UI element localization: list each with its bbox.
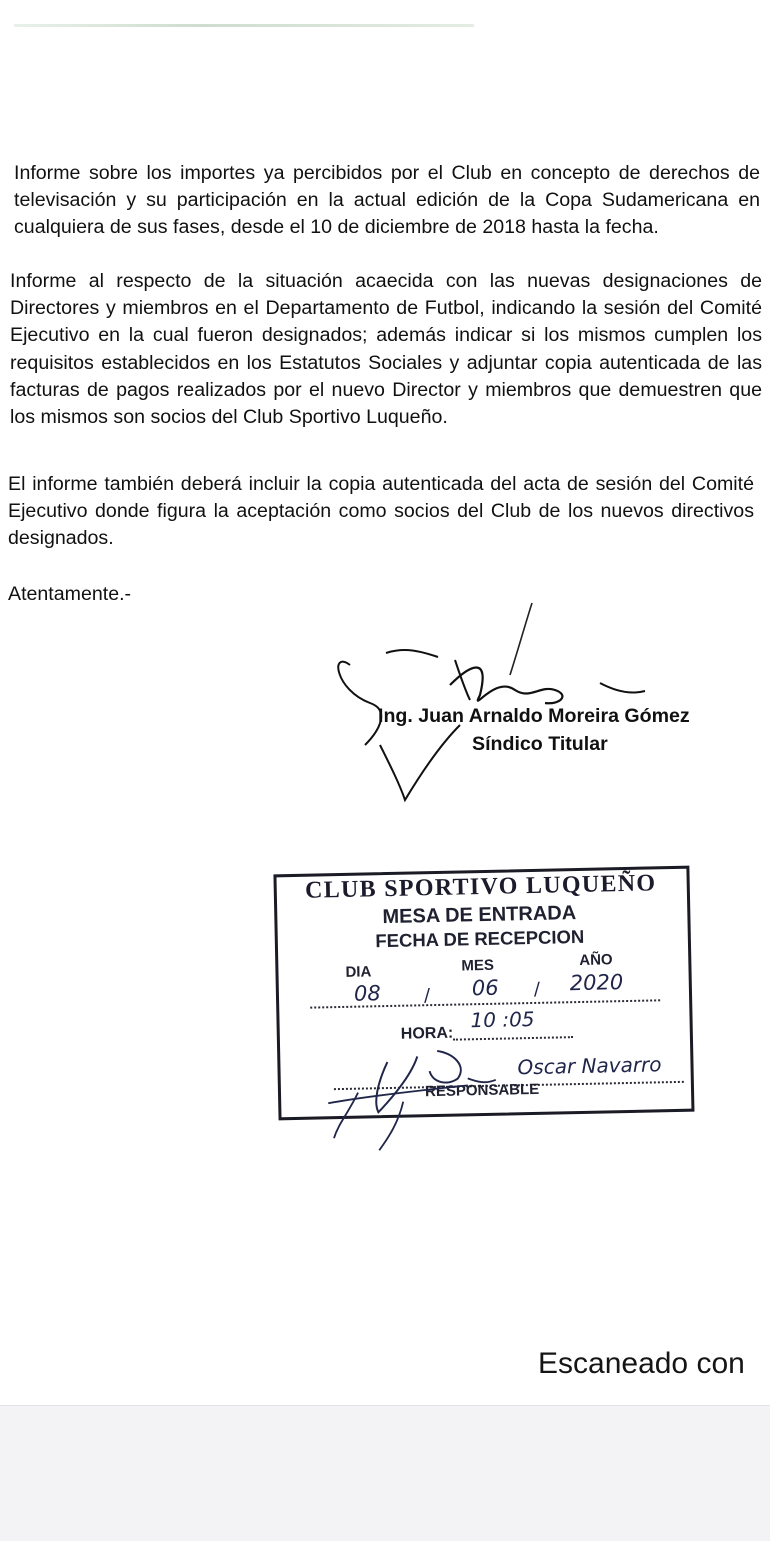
stamp-date-heading: FECHA DE RECEPCION <box>375 925 585 952</box>
stamp-day-label: DIA <box>345 963 372 981</box>
scanner-watermark-text: Escaneado con <box>538 1347 745 1380</box>
stamp-responsible-label: RESPONSABLE <box>424 1080 540 1101</box>
paragraph-tv-rights: Informe sobre los importes ya percibidos por el Club en concepto de derechos de televisación y su participación en la actual edición de la Copa Sudamericana en cualquiera de sus fases, desde el 10 de diciembre de 2018 hasta la fecha. <box>14 162 760 239</box>
paragraph-session-minutes: El informe también deberá incluir la copia autenticada del acta de sesión del Comité Ejecutivo donde figura la aceptación como socios del Club de los nuevos directivos designados. <box>8 473 754 550</box>
handwritten-day: 08 <box>353 981 381 1006</box>
bottom-blank-area <box>0 1405 770 1541</box>
signatory-title: Síndico Titular <box>472 733 608 755</box>
stamp-signature <box>317 1039 529 1153</box>
date-separator-1: / <box>423 985 431 1007</box>
stamp-office: MESA DE ENTRADA <box>382 902 577 929</box>
stamp-hour-label: HORA: <box>400 1024 454 1043</box>
date-separator-2: / <box>533 978 541 1000</box>
stamp-club-name: CLUB SPORTIVO LUQUEÑO <box>304 870 657 904</box>
handwritten-year: 2020 <box>569 970 624 996</box>
closing-salutation: Atentamente.- <box>8 583 132 605</box>
signatory-name: Ing. Juan Arnaldo Moreira Gómez <box>378 705 690 727</box>
handwritten-month: 06 <box>471 975 499 1001</box>
stamp-month-label: MES <box>461 956 495 975</box>
paragraph-director-designations: Informe al respecto de la situación acaecida con las nuevas designaciones de Directores y miembros en el Departamento de Futbol, indicando la sesión del Comité Ejecutivo en la cual fueron designados; además indicar si los mismos cumplen los requisitos establecidos en los Estatutos Sociales y adjuntar copia autenticada de las facturas de pagos realizados por el nuevo Director y miembros que demuestren que los mismos son socios del Club Sportivo Luqueño. <box>10 270 762 429</box>
reception-stamp <box>273 866 694 1125</box>
handwritten-responsible-name: Oscar Navarro <box>517 1052 662 1080</box>
top-rule <box>14 24 474 27</box>
stamp-year-label: AÑO <box>579 951 613 969</box>
handwritten-hour: 10 :05 <box>470 1006 535 1033</box>
